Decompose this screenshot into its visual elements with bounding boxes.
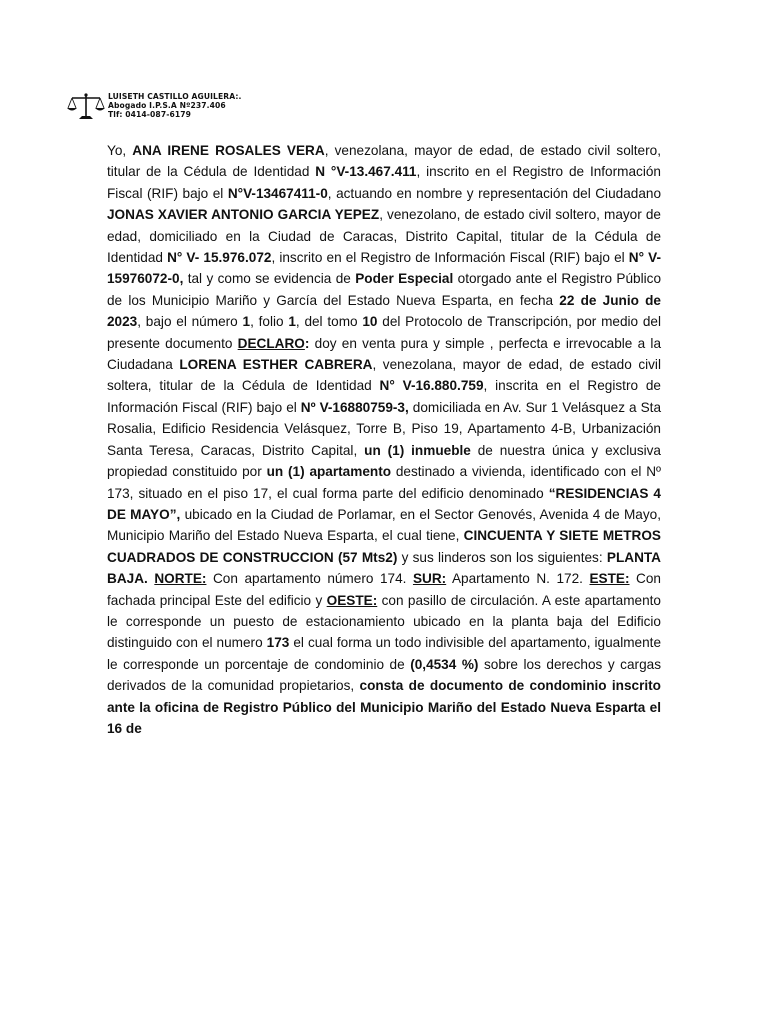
text-run: y sus linderos son los siguientes:: [397, 549, 607, 565]
text-run: Apartamento N. 172.: [446, 571, 590, 587]
registry-tome: 10: [362, 314, 378, 330]
text-run: del Protocolo de Transcripción, por medio del presente documento: [107, 314, 662, 351]
buyer-name: LORENA ESTHER CABRERA: [179, 357, 373, 373]
text-run: doy en venta pura y simple , perfecta e irrevocable a la Ciudadana: [107, 335, 662, 373]
letterhead: [66, 92, 241, 122]
text-run: sobre los derechos y cargas derivados de la comunidad propietarios,: [107, 656, 661, 694]
grantor-rif: N°V-13467411-0: [227, 185, 328, 201]
lawyer-name: LUISETH CASTILLO AGUILERA:.: [108, 92, 242, 101]
text-run: , inscrita en el Registro de Información Fiscal (RIF) bajo el: [107, 378, 661, 415]
condo-percentage: (0,4534 %): [410, 656, 479, 672]
principal-id-number: N° V- 15.976.072: [167, 250, 272, 266]
property-count: un (1) inmueble: [364, 442, 471, 458]
text-run: Con fachada principal Este del edificio y: [107, 571, 661, 608]
text-run: , venezolana, mayor de edad, de estado civil soltera, titular de la Cédula de Identidad: [107, 357, 661, 394]
building-name: “RESIDENCIAS 4 DE MAYO”,: [107, 485, 661, 522]
text-run: , venezolano, de estado civil soltero, mayor de edad, domiciliado en la Ciudad de Caracas, Distrito Capital, titular de la Cédula de Identidad: [107, 207, 661, 266]
buyer-id-number: N° V-16.880.759: [379, 378, 484, 394]
text-run: , bajo el número: [137, 314, 243, 330]
text-run: de nuestra única y exclusiva propiedad constituido por: [107, 442, 661, 480]
declaration-paragraph: [107, 140, 661, 739]
scales-of-justice-icon: [66, 92, 106, 122]
east-boundary-label: ESTE:: [589, 571, 630, 587]
south-boundary-label: SUR:: [412, 571, 447, 587]
text-run: otorgado ante el Registro Público de los Municipio Mariño y García del Estado Nueva Esparta, en fecha: [107, 271, 662, 308]
registry-folio: 1: [288, 314, 296, 330]
principal-rif: N° V- 15976072-0,: [107, 250, 661, 287]
text-run: con pasillo de circulación. A este apartamento le corresponde un puesto de estacionamiento ubicado en la planta baja del Edificio distinguido con el numero: [107, 592, 661, 651]
text-run: , folio: [250, 314, 289, 330]
grantor-id-number: N °V-13.467.411: [315, 164, 417, 180]
built-area: CINCUENTA Y SIETE METROS CUADRADOS DE CONSTRUCCION (57 Mts2): [107, 528, 661, 565]
text-run: tal y como se evidencia de: [183, 271, 356, 287]
text-run: ubicado en la Ciudad de Porlamar, en el Sector Genovés, Avenida 4 de Mayo, Municipio Mariño del Estado Nueva Esparta, el cual tiene,: [107, 506, 661, 544]
text-run: , actuando en nombre y representación del Ciudadano: [327, 185, 661, 201]
text-run: Yo,: [107, 143, 133, 158]
text-run: destinado a vivienda, identificado con el Nº 173, situado en el piso 17, el cual forma parte del edificio denominado: [107, 464, 662, 501]
document-body: [107, 140, 661, 739]
text-run: Con apartamento número 174.: [206, 571, 413, 587]
text-run: , venezolana, mayor de edad, de estado civil soltero, titular de la Cédula de Identidad: [107, 143, 661, 180]
power-of-attorney: Poder Especial: [355, 271, 454, 287]
principal-name: JONAS XAVIER ANTONIO GARCIA YEPEZ: [107, 207, 380, 223]
registry-number: 1: [242, 314, 251, 330]
grantor-name: ANA IRENE ROSALES VERA: [132, 143, 325, 158]
lawyer-credential: Abogado I.P.S.A Nº237.406: [108, 101, 226, 110]
condo-document-clause: consta de documento de condominio inscrito ante la oficina de Registro Público del Municipio Mariño del Estado Nueva Esparta el 16 de: [107, 678, 661, 736]
north-boundary-label: NORTE:: [154, 571, 207, 587]
letterhead-text: [108, 92, 241, 119]
buyer-rif: Nº V-16880759-3,: [300, 399, 409, 415]
apartment-count: un (1) apartamento: [266, 464, 392, 480]
text-run: , inscrito en el Registro de Información Fiscal (RIF) bajo el: [271, 250, 629, 266]
parking-number: 173: [266, 635, 290, 651]
west-boundary-label: OESTE:: [326, 592, 378, 608]
text-run: domiciliada en Av. Sur 1 Velásquez a Sta Rosalia, Edificio Residencia Velásquez, Torre B, Piso 19, Apartamento 4-B, Urbanización Santa Teresa, Caracas, Distrito Capital,: [107, 399, 662, 458]
declaro-heading: DECLARO: [237, 335, 305, 351]
text-run: el cual forma un todo indivisible del apartamento, igualmente le corresponde un porcentaje de condominio de: [107, 635, 661, 672]
declaro-colon: :: [304, 335, 310, 351]
planta-baja-label: PLANTA BAJA.: [107, 549, 661, 587]
text-run: , inscrito en el Registro de Información Fiscal (RIF) bajo el: [107, 164, 661, 201]
text-run: , del tomo: [295, 314, 363, 330]
lawyer-phone: Tlf: 0414-087-6179: [108, 110, 191, 119]
power-date: 22 de Junio de 2023: [107, 292, 661, 330]
